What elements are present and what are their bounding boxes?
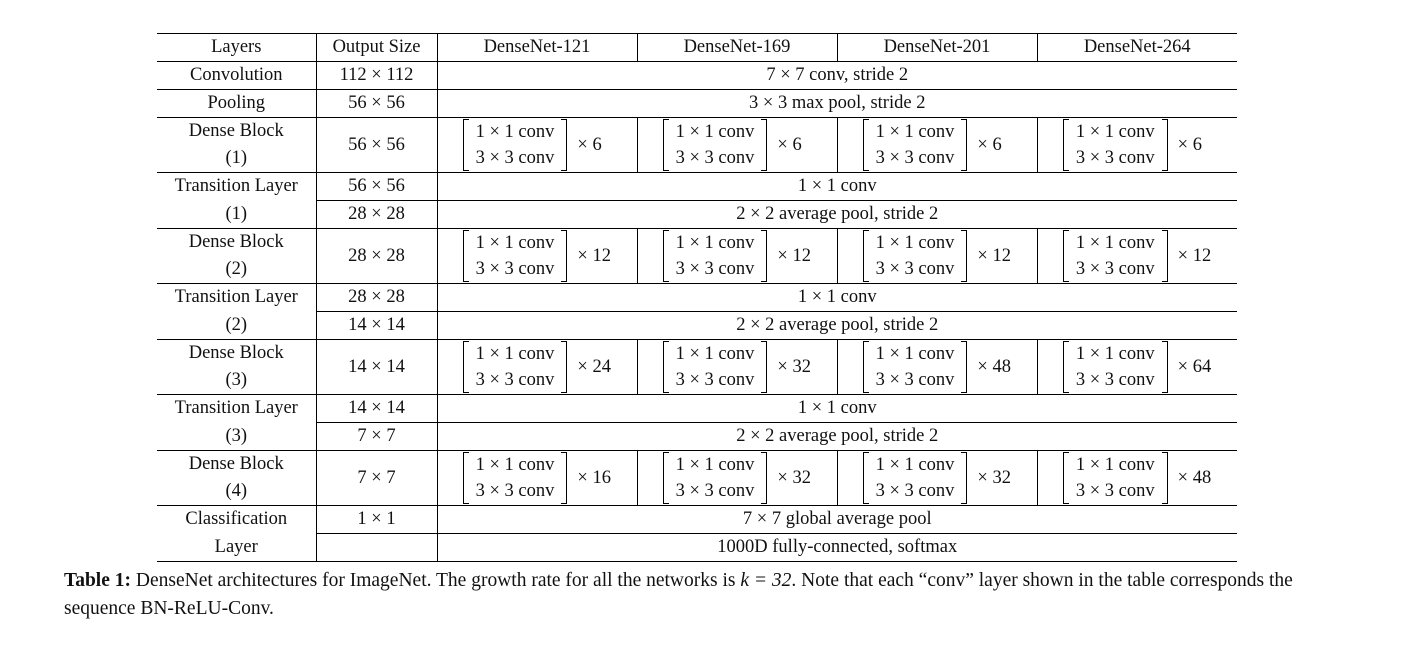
layer-cell: Transition Layer xyxy=(174,287,298,308)
output-size-cell xyxy=(316,534,437,562)
layer-cell: Dense Block (4) xyxy=(157,451,316,506)
op-cell: 3 × 3 max pool, stride 2 xyxy=(437,90,1237,118)
conv-line: 1 × 1 conv xyxy=(675,122,755,142)
conv-line: 1 × 1 conv xyxy=(875,455,955,475)
bracket xyxy=(1063,452,1168,504)
bracket xyxy=(463,119,568,171)
layer-cell: Dense Block (2) xyxy=(157,229,316,284)
table-row xyxy=(157,62,1237,90)
repeat-count: × 64 xyxy=(1177,356,1212,377)
dense-block-cell xyxy=(837,451,1037,506)
op-cell: 2 × 2 average pool, stride 2 xyxy=(437,423,1237,451)
repeat-count: × 48 xyxy=(1177,467,1212,488)
dense-block-cell xyxy=(637,340,837,395)
output-size-cell: 28 × 28 xyxy=(316,229,437,284)
layer-cell: Pooling xyxy=(157,90,316,118)
conv-line: 3 × 3 conv xyxy=(475,481,555,501)
header-cell: DenseNet-169 xyxy=(637,34,837,62)
conv-line: 1 × 1 conv xyxy=(1075,344,1155,364)
table-row xyxy=(157,395,1237,423)
conv-line: 1 × 1 conv xyxy=(875,122,955,142)
dense-block-cell xyxy=(437,340,637,395)
caption-label: Table 1: xyxy=(64,570,132,591)
header-cell: Output Size xyxy=(316,34,437,62)
dense-block-matrix xyxy=(663,341,812,393)
conv-line: 3 × 3 conv xyxy=(675,259,755,279)
dense-block-matrix xyxy=(463,341,612,393)
conv-line: 1 × 1 conv xyxy=(475,233,555,253)
op-cell: 1000D fully-connected, softmax xyxy=(437,534,1237,562)
dense-block-matrix xyxy=(863,119,1012,171)
conv-line: 1 × 1 conv xyxy=(1075,455,1155,475)
table-row xyxy=(157,312,1237,340)
conv-line: 3 × 3 conv xyxy=(675,148,755,168)
table-row xyxy=(157,423,1237,451)
bracket xyxy=(1063,341,1168,393)
conv-line: 3 × 3 conv xyxy=(1075,370,1155,390)
table-row xyxy=(157,173,1237,201)
output-size-cell: 14 × 14 xyxy=(316,340,437,395)
table-row xyxy=(157,90,1237,118)
repeat-count: × 12 xyxy=(577,245,611,266)
layer-cell: Classification xyxy=(185,509,288,530)
conv-line: 1 × 1 conv xyxy=(475,455,555,475)
conv-line: 1 × 1 conv xyxy=(675,455,755,475)
bracket xyxy=(663,341,768,393)
table-row xyxy=(157,534,1237,562)
bracket xyxy=(663,452,768,504)
header-row xyxy=(157,34,1237,62)
repeat-count: × 12 xyxy=(777,245,811,266)
conv-line: 3 × 3 conv xyxy=(475,148,555,168)
dense-block-matrix xyxy=(463,230,612,282)
conv-line: 1 × 1 conv xyxy=(675,233,755,253)
dense-block-matrix xyxy=(463,119,612,171)
repeat-count: × 32 xyxy=(777,467,811,488)
architecture-table xyxy=(157,33,1237,562)
dense-block-cell xyxy=(637,451,837,506)
header-cell: Layers xyxy=(157,34,316,62)
conv-line: 1 × 1 conv xyxy=(475,344,555,364)
op-cell: 1 × 1 conv xyxy=(437,173,1237,201)
repeat-count: × 6 xyxy=(777,134,802,155)
layer-cell: Dense Block (1) xyxy=(157,118,316,173)
caption-text: . Note that each “conv” layer shown in the table corresponds the sequence BN-ReLU-Conv. xyxy=(64,570,1293,619)
output-size-cell: 112 × 112 xyxy=(316,62,437,90)
repeat-count: × 32 xyxy=(977,467,1011,488)
conv-line: 3 × 3 conv xyxy=(675,370,755,390)
conv-line: 3 × 3 conv xyxy=(875,370,955,390)
repeat-count: × 12 xyxy=(1177,245,1212,266)
layer-cell: (2) xyxy=(157,312,316,340)
conv-line: 3 × 3 conv xyxy=(675,481,755,501)
table-row xyxy=(157,340,1237,395)
dense-block-cell xyxy=(837,229,1037,284)
layer-cell: Transition Layer xyxy=(174,398,298,419)
dense-block-cell xyxy=(637,229,837,284)
conv-line: 1 × 1 conv xyxy=(1075,233,1155,253)
table-caption xyxy=(64,567,1354,623)
op-cell: 2 × 2 average pool, stride 2 xyxy=(437,201,1237,229)
dense-block-matrix xyxy=(1063,452,1212,504)
layer-cell: Convolution xyxy=(157,62,316,90)
bracket xyxy=(863,452,968,504)
repeat-count: × 24 xyxy=(577,356,611,377)
conv-line: 3 × 3 conv xyxy=(875,148,955,168)
repeat-count: × 32 xyxy=(777,356,811,377)
table-row xyxy=(157,451,1237,506)
conv-line: 3 × 3 conv xyxy=(875,481,955,501)
dense-block-matrix xyxy=(663,230,812,282)
output-size-cell: 28 × 28 xyxy=(316,284,437,312)
output-size-cell: 14 × 14 xyxy=(316,395,437,423)
dense-block-cell xyxy=(637,118,837,173)
conv-line: 1 × 1 conv xyxy=(475,122,555,142)
output-size-cell: 28 × 28 xyxy=(316,201,437,229)
repeat-count: × 48 xyxy=(977,356,1011,377)
layer-cell: Dense Block (3) xyxy=(157,340,316,395)
caption-math: k = 32 xyxy=(740,570,792,591)
repeat-count: × 6 xyxy=(1177,134,1202,155)
op-cell: 1 × 1 conv xyxy=(437,395,1237,423)
table-row xyxy=(157,118,1237,173)
bracket xyxy=(463,341,568,393)
repeat-count: × 12 xyxy=(977,245,1011,266)
dense-block-cell xyxy=(837,340,1037,395)
bracket xyxy=(663,119,768,171)
dense-block-cell xyxy=(1037,451,1237,506)
conv-line: 1 × 1 conv xyxy=(875,233,955,253)
dense-block-matrix xyxy=(1063,341,1212,393)
table-row xyxy=(157,201,1237,229)
output-size-cell: 1 × 1 xyxy=(316,506,437,534)
output-size-cell: 56 × 56 xyxy=(316,118,437,173)
header-cell: DenseNet-201 xyxy=(837,34,1037,62)
conv-line: 3 × 3 conv xyxy=(1075,481,1155,501)
conv-line: 1 × 1 conv xyxy=(875,344,955,364)
repeat-count: × 16 xyxy=(577,467,611,488)
output-size-cell: 56 × 56 xyxy=(316,173,437,201)
dense-block-matrix xyxy=(863,230,1012,282)
dense-block-cell xyxy=(437,451,637,506)
dense-block-matrix xyxy=(663,452,812,504)
bracket xyxy=(1063,230,1168,282)
layer-cell: (1) xyxy=(157,201,316,229)
dense-block-matrix xyxy=(463,452,612,504)
dense-block-matrix xyxy=(863,341,1012,393)
bracket xyxy=(463,452,568,504)
conv-line: 3 × 3 conv xyxy=(1075,259,1155,279)
bracket xyxy=(863,230,968,282)
conv-line: 3 × 3 conv xyxy=(475,370,555,390)
table-row xyxy=(157,284,1237,312)
output-size-cell: 56 × 56 xyxy=(316,90,437,118)
dense-block-matrix xyxy=(663,119,812,171)
header-cell: DenseNet-121 xyxy=(437,34,637,62)
bracket xyxy=(1063,119,1168,171)
output-size-cell: 7 × 7 xyxy=(316,451,437,506)
dense-block-matrix xyxy=(863,452,1012,504)
bracket xyxy=(663,230,768,282)
bracket xyxy=(463,230,568,282)
table-row xyxy=(157,506,1237,534)
layer-cell: (3) xyxy=(157,423,316,451)
dense-block-cell xyxy=(837,118,1037,173)
conv-line: 1 × 1 conv xyxy=(1075,122,1155,142)
conv-line: 3 × 3 conv xyxy=(475,259,555,279)
repeat-count: × 6 xyxy=(577,134,602,155)
op-cell: 7 × 7 global average pool xyxy=(437,506,1237,534)
layer-cell: Layer xyxy=(157,534,316,562)
dense-block-cell xyxy=(437,229,637,284)
op-cell: 1 × 1 conv xyxy=(437,284,1237,312)
dense-block-cell xyxy=(1037,118,1237,173)
op-cell: 2 × 2 average pool, stride 2 xyxy=(437,312,1237,340)
conv-line: 3 × 3 conv xyxy=(875,259,955,279)
conv-line: 1 × 1 conv xyxy=(675,344,755,364)
dense-block-matrix xyxy=(1063,230,1212,282)
table-row xyxy=(157,229,1237,284)
caption-text: DenseNet architectures for ImageNet. The growth rate for all the networks is xyxy=(131,570,741,591)
conv-line: 3 × 3 conv xyxy=(1075,148,1155,168)
layer-cell: Transition Layer xyxy=(174,176,298,197)
dense-block-matrix xyxy=(1063,119,1212,171)
dense-block-cell xyxy=(437,118,637,173)
header-cell: DenseNet-264 xyxy=(1037,34,1237,62)
output-size-cell: 7 × 7 xyxy=(316,423,437,451)
bracket xyxy=(863,341,968,393)
output-size-cell: 14 × 14 xyxy=(316,312,437,340)
dense-block-cell xyxy=(1037,340,1237,395)
bracket xyxy=(863,119,968,171)
dense-block-cell xyxy=(1037,229,1237,284)
repeat-count: × 6 xyxy=(977,134,1002,155)
op-cell: 7 × 7 conv, stride 2 xyxy=(437,62,1237,90)
